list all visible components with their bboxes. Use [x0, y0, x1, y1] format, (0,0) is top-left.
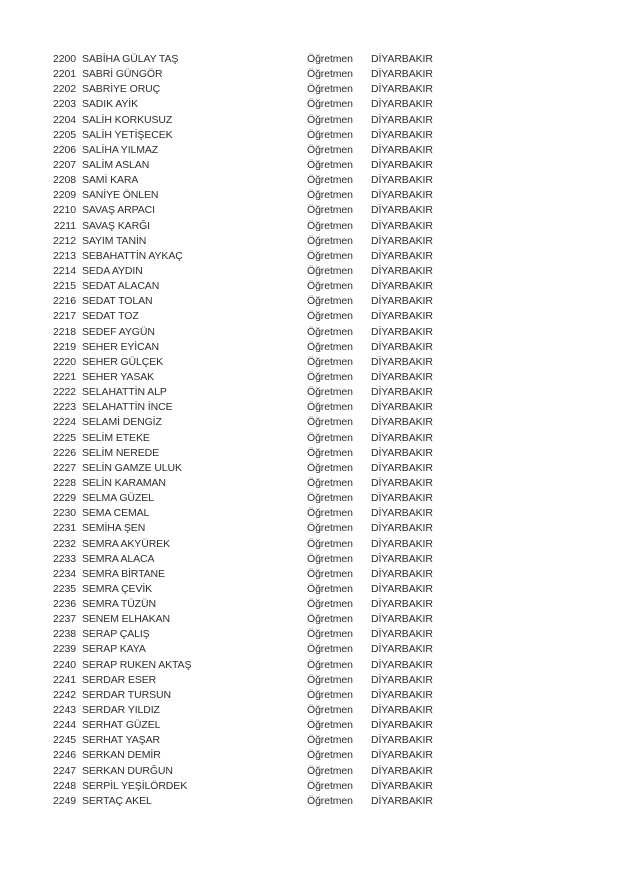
table-row	[0, 658, 620, 673]
table-row	[0, 552, 620, 567]
city-cell: DİYARBAKIR	[371, 582, 433, 595]
table-row	[0, 582, 620, 597]
row-number: 2221	[53, 370, 76, 383]
occupation-cell: Öğretmen	[307, 249, 353, 262]
occupation-cell: Öğretmen	[307, 310, 353, 323]
table-row	[0, 400, 620, 415]
row-number: 2226	[53, 446, 76, 459]
person-name: SEHER YASAK	[82, 370, 155, 383]
city-cell: DİYARBAKIR	[371, 461, 433, 474]
row-number: 2211	[53, 219, 76, 232]
occupation-cell: Öğretmen	[307, 779, 353, 792]
row-number: 2219	[53, 340, 76, 353]
occupation-cell: Öğretmen	[307, 53, 353, 65]
city-cell: DİYARBAKIR	[371, 98, 433, 111]
city-cell: DİYARBAKIR	[371, 552, 433, 565]
table-row	[0, 279, 620, 294]
occupation-cell: Öğretmen	[307, 98, 353, 111]
person-name: SELAHATTİN İNCE	[82, 401, 173, 414]
city-cell: DİYARBAKIR	[371, 476, 433, 489]
city-cell: DİYARBAKIR	[371, 764, 433, 777]
table-row	[0, 476, 620, 491]
city-cell: DİYARBAKIR	[371, 628, 433, 641]
row-number: 2237	[53, 613, 76, 626]
person-name: SALİH YETİŞECEK	[82, 128, 173, 141]
person-name: SEHER GÜLÇEK	[82, 355, 164, 368]
occupation-cell: Öğretmen	[307, 431, 353, 444]
row-number: 2217	[53, 310, 76, 323]
occupation-cell: Öğretmen	[307, 68, 353, 81]
city-cell: DİYARBAKIR	[371, 688, 433, 701]
person-name: SEMRA TÜZÜN	[82, 598, 156, 611]
city-cell: DİYARBAKIR	[371, 280, 433, 293]
row-number: 2223	[53, 401, 76, 414]
occupation-cell: Öğretmen	[307, 83, 353, 96]
table-row	[0, 779, 620, 794]
table-row	[0, 627, 620, 642]
occupation-cell: Öğretmen	[307, 628, 353, 641]
row-number: 2208	[53, 174, 76, 187]
occupation-cell: Öğretmen	[307, 492, 353, 505]
occupation-cell: Öğretmen	[307, 174, 353, 187]
city-cell: DİYARBAKIR	[371, 355, 433, 368]
occupation-cell: Öğretmen	[307, 234, 353, 247]
person-name: SERDAR YILDIZ	[82, 704, 160, 717]
table-row	[0, 294, 620, 309]
city-cell: DİYARBAKIR	[371, 779, 433, 792]
table-row	[0, 355, 620, 370]
person-name: SALİHA YILMAZ	[82, 143, 159, 156]
row-number: 2238	[53, 628, 76, 641]
person-name: SEDA AYDIN	[82, 264, 143, 277]
table-row	[0, 234, 620, 249]
row-number: 2220	[53, 355, 76, 368]
city-cell: DİYARBAKIR	[371, 431, 433, 444]
city-cell: DİYARBAKIR	[371, 234, 433, 247]
city-cell: DİYARBAKIR	[371, 658, 433, 671]
occupation-cell: Öğretmen	[307, 537, 353, 550]
occupation-cell: Öğretmen	[307, 204, 353, 217]
person-name: SAVAŞ KARĞI	[82, 219, 150, 232]
row-number: 2242	[53, 688, 76, 701]
row-number: 2225	[53, 431, 76, 444]
table-row	[0, 385, 620, 400]
city-cell: DİYARBAKIR	[371, 598, 433, 611]
row-number: 2214	[53, 264, 76, 277]
city-cell: DİYARBAKIR	[371, 204, 433, 217]
occupation-cell: Öğretmen	[307, 189, 353, 202]
row-number: 2228	[53, 476, 76, 489]
city-cell: DİYARBAKIR	[371, 68, 433, 81]
occupation-cell: Öğretmen	[307, 446, 353, 459]
city-cell: DİYARBAKIR	[371, 174, 433, 187]
occupation-cell: Öğretmen	[307, 719, 353, 732]
table-row	[0, 82, 620, 97]
person-name: SEDAT TOLAN	[82, 295, 153, 308]
row-number: 2210	[53, 204, 76, 217]
person-name: SERDAR ESER	[82, 673, 157, 686]
city-cell: DİYARBAKIR	[371, 673, 433, 686]
city-cell: DİYARBAKIR	[371, 53, 433, 65]
person-name: SALİM ASLAN	[82, 158, 150, 171]
city-cell: DİYARBAKIR	[371, 401, 433, 414]
table-row	[0, 219, 620, 234]
person-name: SEMRA BİRTANE	[82, 567, 165, 580]
table-row	[0, 537, 620, 552]
city-cell: DİYARBAKIR	[371, 613, 433, 626]
table-row	[0, 143, 620, 158]
occupation-cell: Öğretmen	[307, 704, 353, 717]
occupation-cell: Öğretmen	[307, 401, 353, 414]
row-number: 2212	[53, 234, 76, 247]
city-cell: DİYARBAKIR	[371, 537, 433, 550]
city-cell: DİYARBAKIR	[371, 719, 433, 732]
city-cell: DİYARBAKIR	[371, 128, 433, 141]
row-number: 2200	[53, 53, 76, 65]
row-number: 2247	[53, 764, 76, 777]
person-name: SEMA CEMAL	[82, 507, 150, 520]
person-name: SEHER EYİCAN	[82, 340, 159, 353]
person-name: SABRİYE ORUÇ	[82, 83, 161, 96]
person-name: SELAHATTİN ALP	[82, 386, 167, 399]
row-number: 2216	[53, 295, 76, 308]
row-number: 2246	[53, 749, 76, 762]
teacher-list	[0, 52, 620, 809]
row-number: 2239	[53, 643, 76, 656]
city-cell: DİYARBAKIR	[371, 567, 433, 580]
city-cell: DİYARBAKIR	[371, 704, 433, 717]
city-cell: DİYARBAKIR	[371, 416, 433, 429]
table-row	[0, 249, 620, 264]
city-cell: DİYARBAKIR	[371, 113, 433, 126]
person-name: SEDEF AYGÜN	[82, 325, 155, 338]
row-number: 2203	[53, 98, 76, 111]
person-name: SERAP KAYA	[82, 643, 146, 656]
occupation-cell: Öğretmen	[307, 264, 353, 277]
person-name: SERAP ÇALIŞ	[82, 628, 150, 641]
row-number: 2230	[53, 507, 76, 520]
person-name: SADIK AYİK	[82, 98, 138, 111]
row-number: 2243	[53, 704, 76, 717]
city-cell: DİYARBAKIR	[371, 143, 433, 156]
person-name: SERPİL YEŞİLÖRDEK	[82, 779, 188, 792]
city-cell: DİYARBAKIR	[371, 325, 433, 338]
occupation-cell: Öğretmen	[307, 734, 353, 747]
person-name: SABRİ GÜNGÖR	[82, 68, 163, 81]
occupation-cell: Öğretmen	[307, 476, 353, 489]
row-number: 2231	[53, 522, 76, 535]
person-name: SANİYE ÖNLEN	[82, 189, 159, 202]
person-name: SELİN GAMZE ULUK	[82, 461, 182, 474]
person-name: SELİM ETEKE	[82, 431, 150, 444]
table-row	[0, 491, 620, 506]
table-row	[0, 264, 620, 279]
table-row	[0, 718, 620, 733]
table-row	[0, 173, 620, 188]
table-row	[0, 461, 620, 476]
table-row	[0, 688, 620, 703]
row-number: 2245	[53, 734, 76, 747]
occupation-cell: Öğretmen	[307, 340, 353, 353]
person-name: SELİM NEREDE	[82, 446, 159, 459]
person-name: SEBAHATTİN AYKAÇ	[82, 249, 183, 262]
table-row	[0, 703, 620, 718]
city-cell: DİYARBAKIR	[371, 83, 433, 96]
row-number: 2229	[53, 492, 76, 505]
person-name: SERHAT GÜZEL	[82, 719, 161, 732]
table-row	[0, 612, 620, 627]
person-name: SELİN KARAMAN	[82, 476, 166, 489]
person-name: SENEM ELHAKAN	[82, 613, 170, 626]
person-name: SERKAN DEMİR	[82, 749, 161, 762]
table-row	[0, 67, 620, 82]
occupation-cell: Öğretmen	[307, 613, 353, 626]
row-number: 2235	[53, 582, 76, 595]
row-number: 2206	[53, 143, 76, 156]
occupation-cell: Öğretmen	[307, 794, 353, 807]
occupation-cell: Öğretmen	[307, 567, 353, 580]
person-name: SELMA GÜZEL	[82, 492, 154, 505]
city-cell: DİYARBAKIR	[371, 189, 433, 202]
city-cell: DİYARBAKIR	[371, 340, 433, 353]
occupation-cell: Öğretmen	[307, 158, 353, 171]
table-row	[0, 446, 620, 461]
row-number: 2234	[53, 567, 76, 580]
occupation-cell: Öğretmen	[307, 643, 353, 656]
person-name: SERTAÇ AKEL	[82, 794, 152, 807]
row-number: 2244	[53, 719, 76, 732]
occupation-cell: Öğretmen	[307, 370, 353, 383]
table-row	[0, 794, 620, 809]
occupation-cell: Öğretmen	[307, 325, 353, 338]
city-cell: DİYARBAKIR	[371, 158, 433, 171]
occupation-cell: Öğretmen	[307, 507, 353, 520]
person-name: SEMRA ÇEVİK	[82, 582, 153, 595]
city-cell: DİYARBAKIR	[371, 249, 433, 262]
row-number: 2236	[53, 598, 76, 611]
occupation-cell: Öğretmen	[307, 295, 353, 308]
occupation-cell: Öğretmen	[307, 113, 353, 126]
row-number: 2209	[53, 189, 76, 202]
table-row	[0, 642, 620, 657]
occupation-cell: Öğretmen	[307, 673, 353, 686]
city-cell: DİYARBAKIR	[371, 749, 433, 762]
table-row	[0, 340, 620, 355]
row-number: 2227	[53, 461, 76, 474]
person-name: SAVAŞ ARPACI	[82, 204, 155, 217]
table-row	[0, 431, 620, 446]
table-row	[0, 52, 620, 67]
city-cell: DİYARBAKIR	[371, 295, 433, 308]
city-cell: DİYARBAKIR	[371, 264, 433, 277]
row-number: 2232	[53, 537, 76, 550]
person-name: SAMİ KARA	[82, 174, 139, 187]
table-row	[0, 158, 620, 173]
table-row	[0, 325, 620, 340]
person-name: SERKAN DURĞUN	[82, 764, 173, 777]
occupation-cell: Öğretmen	[307, 749, 353, 762]
city-cell: DİYARBAKIR	[371, 492, 433, 505]
row-number: 2233	[53, 552, 76, 565]
occupation-cell: Öğretmen	[307, 598, 353, 611]
table-row	[0, 521, 620, 536]
city-cell: DİYARBAKIR	[371, 522, 433, 535]
person-name: SAYIM TANİN	[82, 234, 147, 247]
person-name: SALİH KORKUSUZ	[82, 113, 173, 126]
city-cell: DİYARBAKIR	[371, 794, 433, 807]
row-number: 2215	[53, 280, 76, 293]
table-row	[0, 113, 620, 128]
city-cell: DİYARBAKIR	[371, 734, 433, 747]
table-row	[0, 506, 620, 521]
city-cell: DİYARBAKIR	[371, 219, 433, 232]
occupation-cell: Öğretmen	[307, 280, 353, 293]
row-number: 2205	[53, 128, 76, 141]
occupation-cell: Öğretmen	[307, 552, 353, 565]
person-name: SEMRA ALACA	[82, 552, 155, 565]
table-row	[0, 188, 620, 203]
table-row	[0, 764, 620, 779]
city-cell: DİYARBAKIR	[371, 370, 433, 383]
row-number: 2201	[53, 68, 76, 81]
occupation-cell: Öğretmen	[307, 658, 353, 671]
person-name: SEDAT ALACAN	[82, 280, 160, 293]
person-name: SABİHA GÜLAY TAŞ	[82, 53, 179, 65]
city-cell: DİYARBAKIR	[371, 643, 433, 656]
city-cell: DİYARBAKIR	[371, 446, 433, 459]
table-row	[0, 567, 620, 582]
occupation-cell: Öğretmen	[307, 688, 353, 701]
row-number: 2218	[53, 325, 76, 338]
table-row	[0, 415, 620, 430]
table-row	[0, 673, 620, 688]
occupation-cell: Öğretmen	[307, 386, 353, 399]
row-number: 2249	[53, 794, 76, 807]
table-row	[0, 97, 620, 112]
person-name: SEDAT TOZ	[82, 310, 139, 323]
table-row	[0, 733, 620, 748]
occupation-cell: Öğretmen	[307, 355, 353, 368]
occupation-cell: Öğretmen	[307, 522, 353, 535]
occupation-cell: Öğretmen	[307, 764, 353, 777]
occupation-cell: Öğretmen	[307, 219, 353, 232]
person-name: SEMRA AKYÜREK	[82, 537, 170, 550]
table-row	[0, 128, 620, 143]
row-number: 2240	[53, 658, 76, 671]
occupation-cell: Öğretmen	[307, 143, 353, 156]
city-cell: DİYARBAKIR	[371, 507, 433, 520]
row-number: 2224	[53, 416, 76, 429]
city-cell: DİYARBAKIR	[371, 386, 433, 399]
occupation-cell: Öğretmen	[307, 128, 353, 141]
row-number: 2248	[53, 779, 76, 792]
table-row	[0, 309, 620, 324]
table-row	[0, 203, 620, 218]
occupation-cell: Öğretmen	[307, 461, 353, 474]
row-number: 2207	[53, 158, 76, 171]
row-number: 2222	[53, 386, 76, 399]
occupation-cell: Öğretmen	[307, 416, 353, 429]
person-name: SELAMİ DENGİZ	[82, 416, 162, 429]
row-number: 2241	[53, 673, 76, 686]
occupation-cell: Öğretmen	[307, 582, 353, 595]
table-row	[0, 370, 620, 385]
table-row	[0, 748, 620, 763]
city-cell: DİYARBAKIR	[371, 310, 433, 323]
table-row	[0, 597, 620, 612]
person-name: SERDAR TURSUN	[82, 688, 171, 701]
row-number: 2204	[53, 113, 76, 126]
person-name: SEMİHA ŞEN	[82, 522, 146, 535]
row-number: 2202	[53, 83, 76, 96]
person-name: SERHAT YAŞAR	[82, 734, 160, 747]
person-name: SERAP RUKEN AKTAŞ	[82, 658, 192, 671]
row-number: 2213	[53, 249, 76, 262]
